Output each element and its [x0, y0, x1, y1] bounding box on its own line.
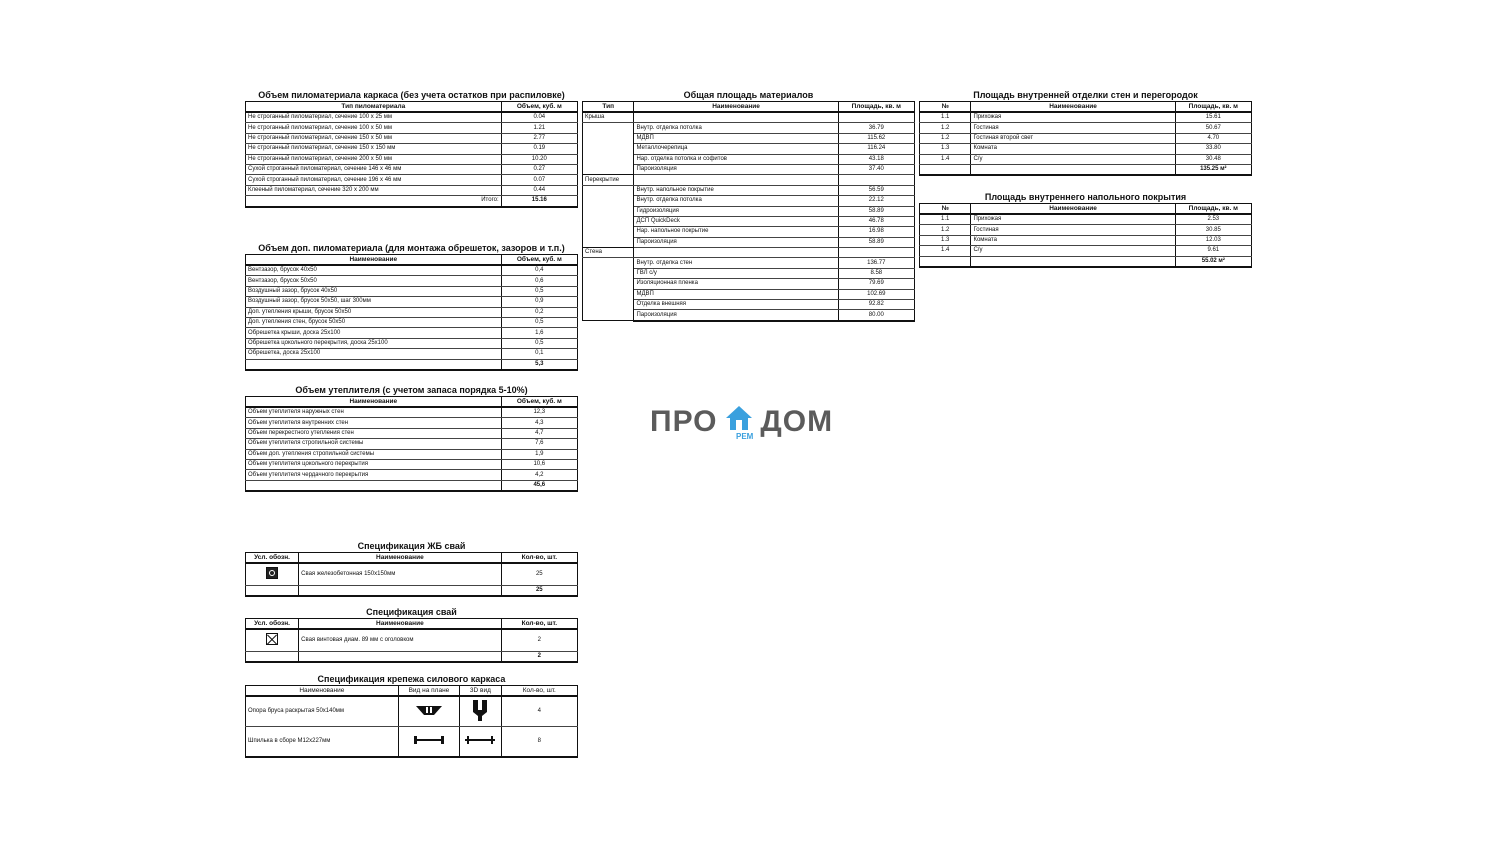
materials-area-title: Общая площадь материалов — [683, 90, 814, 100]
rc-piles-table-block — [245, 541, 578, 597]
room-number: 1.4 — [920, 246, 971, 256]
type-spacer — [583, 185, 634, 195]
column-header-quantity: Кол-во, шт. — [501, 686, 577, 697]
material-area: 8.58 — [838, 268, 914, 278]
table-row — [246, 418, 578, 428]
row-name: Обрешетка крыши, доска 25х100 — [246, 328, 502, 338]
row-volume: 0.27 — [501, 164, 577, 174]
screw-pile-symbol-cell — [246, 629, 299, 652]
material-area: 56.59 — [838, 185, 914, 195]
room-area: 9.61 — [1175, 246, 1251, 256]
total-value: 135.25 м² — [1175, 164, 1251, 175]
column-header-volume: Объем, куб. м — [501, 397, 577, 408]
type-spacer — [583, 133, 634, 143]
table-row — [246, 276, 578, 286]
room-number: 1.1 — [920, 214, 971, 225]
table-row — [583, 258, 915, 268]
material-name: МДВП — [634, 133, 838, 143]
material-type: Перекрытие — [583, 175, 634, 185]
row-name: Объем утеплителя цокольного перекрытия — [246, 459, 502, 469]
row-name: Объем утеплителя наружных стен — [246, 407, 502, 418]
floor-cover-table-block — [919, 192, 1252, 268]
table-row — [920, 154, 1252, 164]
extra-lumber-title: Объем доп. пиломатериала (для монтажа обрешеток, зазоров и т.п.) — [258, 243, 565, 253]
room-number: 1.1 — [920, 112, 971, 123]
column-header-name: Наименование — [971, 204, 1175, 215]
rc-pile-total: 25 — [501, 586, 577, 597]
row-volume: 2.77 — [501, 133, 577, 143]
empty-cell — [838, 248, 914, 258]
row-volume: 4,7 — [501, 428, 577, 438]
column-header-plan-view: Вид на плане — [398, 686, 459, 697]
screw-piles-table-block — [245, 607, 578, 663]
column-header-symbol: Усл. обозн. — [246, 553, 299, 564]
screw-pile-symbol-icon — [266, 633, 278, 645]
room-area: 2.53 — [1175, 214, 1251, 225]
table-row — [246, 133, 578, 143]
screw-pile-total: 2 — [501, 652, 577, 663]
empty-cell — [971, 164, 1175, 175]
table-row — [246, 307, 578, 317]
row-volume: 0.07 — [501, 175, 577, 185]
material-name: Внутр. отделка потолка — [634, 196, 838, 206]
table-row — [246, 112, 578, 123]
row-volume: 4,3 — [501, 418, 577, 428]
column-header-lumber-type: Тип пиломатериала — [246, 102, 502, 113]
table-row — [246, 185, 578, 195]
empty-cell — [920, 164, 971, 175]
table-row — [583, 185, 915, 195]
material-area: 92.82 — [838, 300, 914, 310]
table-row — [583, 227, 915, 237]
total-label: Итого: — [246, 196, 502, 207]
type-spacer — [583, 144, 634, 154]
room-area: 33.80 — [1175, 144, 1251, 154]
table-row — [583, 279, 915, 289]
material-type: Крыша — [583, 112, 634, 123]
floor-cover-table — [919, 203, 1252, 268]
table-row — [246, 175, 578, 185]
table-row — [920, 123, 1252, 133]
table-row — [246, 154, 578, 164]
column-header-name: Наименование — [299, 619, 502, 630]
table-row — [246, 317, 578, 327]
column-header-quantity: Кол-во, шт. — [501, 553, 577, 564]
column-header-area: Площадь, кв. м — [1175, 102, 1251, 113]
row-name: Объем утеплителя стропильной системы — [246, 439, 502, 449]
material-area: 116.24 — [838, 144, 914, 154]
row-name: Объем перекрестного утепления стен — [246, 428, 502, 438]
rc-piles-table — [245, 552, 578, 597]
fastener-name: Опора бруса раскрытая 50х140мм — [246, 696, 399, 727]
lumber-volume-table — [245, 101, 578, 208]
row-name: Объем утеплителя чердачного перекрытия — [246, 470, 502, 480]
material-area: 43.18 — [838, 154, 914, 164]
rc-pile-symbol-cell — [246, 563, 299, 586]
table-row — [246, 349, 578, 359]
column-header-area: Площадь, кв. м — [1175, 204, 1251, 215]
table-row — [583, 196, 915, 206]
extra-lumber-table — [245, 254, 578, 371]
room-number: 1.2 — [920, 225, 971, 235]
screw-pile-name: Свая винтовая диам. 89 мм с оголовком — [299, 629, 502, 652]
table-group-row — [583, 112, 915, 123]
row-volume: 0,5 — [501, 317, 577, 327]
room-name: Гостиная второй свет — [971, 133, 1175, 143]
material-name: ГВЛ с/у — [634, 268, 838, 278]
material-name: МДВП — [634, 289, 838, 299]
table-row — [246, 338, 578, 348]
room-area: 12.03 — [1175, 235, 1251, 245]
total-row — [246, 196, 578, 207]
column-header-name: Наименование — [971, 102, 1175, 113]
total-label — [246, 359, 502, 370]
row-name: Не строганный пиломатериал, сечение 100 х 50 мм — [246, 123, 502, 133]
table-row — [583, 268, 915, 278]
rc-piles-title: Спецификация ЖБ свай — [357, 541, 466, 551]
empty-cell — [971, 256, 1175, 267]
total-value: 55.02 м² — [1175, 256, 1251, 267]
column-header-number: № — [920, 204, 971, 215]
total-value: 45,6 — [501, 480, 577, 491]
room-name: Прихожая — [971, 112, 1175, 123]
room-number: 1.2 — [920, 123, 971, 133]
table-row — [583, 237, 915, 247]
table-row — [246, 696, 578, 727]
column-header-symbol: Усл. обозн. — [246, 619, 299, 630]
table-row — [246, 629, 578, 652]
insulation-title: Объем утеплителя (с учетом запаса порядка 5-10%) — [295, 385, 528, 395]
row-name: Воздушный зазор, брусок 50х50, шаг 300мм — [246, 297, 502, 307]
extra-lumber-table-block — [245, 243, 578, 371]
row-volume: 0,5 — [501, 338, 577, 348]
table-row — [583, 123, 915, 133]
table-row — [246, 265, 578, 276]
column-header-area: Площадь, кв. м — [838, 102, 914, 113]
empty-cell — [838, 175, 914, 185]
row-volume: 0,2 — [501, 307, 577, 317]
table-row — [920, 235, 1252, 245]
room-area: 4.70 — [1175, 133, 1251, 143]
room-name: Гостиная — [971, 225, 1175, 235]
wall-finish-title: Площадь внутренней отделки стен и перегородок — [973, 90, 1198, 100]
total-row — [246, 480, 578, 491]
table-row — [583, 289, 915, 299]
row-name: Вентзазор, брусок 50х50 — [246, 276, 502, 286]
empty-cell — [634, 175, 838, 185]
row-volume: 0,6 — [501, 276, 577, 286]
table-row — [583, 216, 915, 226]
stud-plan-icon — [398, 727, 459, 758]
wall-finish-table-block — [919, 90, 1252, 176]
table-row — [246, 727, 578, 758]
material-area: 136.77 — [838, 258, 914, 268]
column-header-name: Наименование — [299, 553, 502, 564]
type-spacer — [583, 237, 634, 247]
table-row — [246, 297, 578, 307]
room-name: С/у — [971, 154, 1175, 164]
row-name: Не строганный пиломатериал, сечение 100 х 25 мм — [246, 112, 502, 123]
total-row — [246, 359, 578, 370]
bracket-3d-icon — [460, 696, 502, 727]
fasteners-title: Спецификация крепежа силового каркаса — [317, 674, 506, 684]
room-name: Комната — [971, 235, 1175, 245]
material-area: 36.79 — [838, 123, 914, 133]
row-name: Не строганный пиломатериал, сечение 150 х 150 мм — [246, 144, 502, 154]
logo-text-left: ПРО — [650, 405, 718, 438]
screw-pile-quantity: 2 — [501, 629, 577, 652]
fastener-name: Шпилька в сборе М12х227мм — [246, 727, 399, 758]
row-volume: 1,6 — [501, 328, 577, 338]
material-area: 16.98 — [838, 227, 914, 237]
table-row — [583, 144, 915, 154]
row-volume: 4,2 — [501, 470, 577, 480]
table-row — [246, 328, 578, 338]
row-volume: 0.04 — [501, 112, 577, 123]
floor-cover-title: Площадь внутреннего напольного покрытия — [984, 192, 1187, 202]
total-label — [246, 480, 502, 491]
material-name: Пароизоляция — [634, 164, 838, 174]
room-number: 1.3 — [920, 235, 971, 245]
rc-pile-quantity: 25 — [501, 563, 577, 586]
column-header-type: Тип — [583, 102, 634, 113]
material-area: 102.69 — [838, 289, 914, 299]
material-area: 58.89 — [838, 237, 914, 247]
logo-subtext: РЕМ — [736, 432, 754, 441]
wall-finish-table — [919, 101, 1252, 176]
rc-pile-symbol-icon — [266, 567, 278, 579]
table-row — [920, 214, 1252, 225]
type-spacer — [583, 206, 634, 216]
row-volume: 1,9 — [501, 449, 577, 459]
row-volume: 0.19 — [501, 144, 577, 154]
total-row — [920, 164, 1252, 175]
table-row — [246, 563, 578, 586]
material-name: Внутр. напольное покрытие — [634, 185, 838, 195]
material-name: Внутр. отделка потолка — [634, 123, 838, 133]
table-group-row — [583, 248, 915, 258]
type-spacer — [583, 300, 634, 310]
column-header-volume: Объем, куб. м — [501, 102, 577, 113]
table-row — [583, 154, 915, 164]
lumber-volume-title: Объем пиломатериала каркаса (без учета остатков при распиловке) — [258, 90, 565, 100]
row-volume: 1.21 — [501, 123, 577, 133]
row-volume: 10,6 — [501, 459, 577, 469]
table-row — [246, 439, 578, 449]
room-name: Прихожая — [971, 214, 1175, 225]
screw-piles-title: Спецификация свай — [366, 607, 457, 617]
row-name: Не строганный пиломатериал, сечение 150 х 50 мм — [246, 133, 502, 143]
screw-piles-table — [245, 618, 578, 663]
material-name: ДСП QuickDeck — [634, 216, 838, 226]
table-row — [583, 300, 915, 310]
table-row — [246, 123, 578, 133]
room-name: С/у — [971, 246, 1175, 256]
column-header-name: Наименование — [246, 686, 399, 697]
material-name: Нар. отделка потолка и софитов — [634, 154, 838, 164]
table-group-row — [583, 175, 915, 185]
bracket-plan-icon — [398, 696, 459, 727]
table-row — [246, 407, 578, 418]
rc-pile-name: Свая железобетонная 150х150мм — [299, 563, 502, 586]
column-header-name: Наименование — [246, 397, 502, 408]
row-volume: 12,3 — [501, 407, 577, 418]
total-value: 15.16 — [501, 196, 577, 207]
column-header-volume: Объем, куб. м — [501, 255, 577, 266]
material-name: Металлочерепица — [634, 144, 838, 154]
empty-cell — [920, 256, 971, 267]
empty-cell — [634, 248, 838, 258]
row-volume: 0,9 — [501, 297, 577, 307]
material-name: Отделка внешняя — [634, 300, 838, 310]
table-row — [583, 206, 915, 216]
type-spacer — [583, 268, 634, 278]
materials-area-table-block — [582, 90, 915, 322]
insulation-table-block — [245, 385, 578, 492]
room-number: 1.3 — [920, 144, 971, 154]
row-name: Сухой строганный пиломатериал, сечение 196 х 46 мм — [246, 175, 502, 185]
room-name: Гостиная — [971, 123, 1175, 133]
type-spacer — [583, 216, 634, 226]
room-number: 1.2 — [920, 133, 971, 143]
table-row — [246, 459, 578, 469]
type-spacer — [583, 196, 634, 206]
row-name: Обрешетка цокольного перекрытия, доска 25х100 — [246, 338, 502, 348]
room-area: 15.61 — [1175, 112, 1251, 123]
type-spacer — [583, 227, 634, 237]
material-name: Изоляционная пленка — [634, 279, 838, 289]
table-row — [920, 225, 1252, 235]
type-spacer — [583, 164, 634, 174]
material-name: Внутр. отделка стен — [634, 258, 838, 268]
type-spacer — [583, 123, 634, 133]
type-spacer — [583, 310, 634, 321]
column-header-name: Наименование — [634, 102, 838, 113]
total-value: 5,3 — [501, 359, 577, 370]
row-volume: 0.44 — [501, 185, 577, 195]
row-name: Клееный пиломатериал, сечение 320 х 200 мм — [246, 185, 502, 195]
row-name: Обрешетка, доска 25х100 — [246, 349, 502, 359]
fasteners-table — [245, 685, 578, 758]
row-name: Сухой строганный пиломатериал, сечение 146 х 46 мм — [246, 164, 502, 174]
table-row — [246, 470, 578, 480]
type-spacer — [583, 258, 634, 268]
material-area: 37.40 — [838, 164, 914, 174]
row-name: Воздушный зазор, брусок 40х50 — [246, 286, 502, 296]
row-name: Вентзазор, брусок 40х50 — [246, 265, 502, 276]
row-volume: 0,1 — [501, 349, 577, 359]
table-row — [246, 428, 578, 438]
table-row — [583, 164, 915, 174]
material-area: 80.00 — [838, 310, 914, 321]
row-volume: 7,6 — [501, 439, 577, 449]
material-name: Нар. напольное покрытие — [634, 227, 838, 237]
row-name: Объем доп. утепления стропильной системы — [246, 449, 502, 459]
material-type: Стена — [583, 248, 634, 258]
room-name: Комната — [971, 144, 1175, 154]
room-area: 30.85 — [1175, 225, 1251, 235]
type-spacer — [583, 154, 634, 164]
row-name: Доп. утепления крыши, брусок 50х50 — [246, 307, 502, 317]
row-name: Объем утеплителя внутренних стен — [246, 418, 502, 428]
table-row — [246, 144, 578, 154]
total-row — [246, 586, 578, 597]
row-volume: 10.20 — [501, 154, 577, 164]
type-spacer — [583, 289, 634, 299]
table-row — [246, 164, 578, 174]
logo-text-right: ДОМ — [760, 405, 834, 438]
type-spacer — [583, 279, 634, 289]
fastener-quantity: 4 — [501, 696, 577, 727]
materials-area-table — [582, 101, 915, 322]
row-volume: 0,5 — [501, 286, 577, 296]
table-row — [920, 144, 1252, 154]
column-header-number: № — [920, 102, 971, 113]
material-name: Пароизоляция — [634, 310, 838, 321]
total-row — [246, 652, 578, 663]
material-area: 115.62 — [838, 133, 914, 143]
table-row — [583, 133, 915, 143]
table-row — [246, 449, 578, 459]
table-row — [920, 246, 1252, 256]
room-area: 50.67 — [1175, 123, 1251, 133]
row-name: Доп. утепления стен, брусок 50х50 — [246, 317, 502, 327]
empty-cell — [838, 112, 914, 123]
empty-cell — [634, 112, 838, 123]
row-name: Не строганный пиломатериал, сечение 200 х 50 мм — [246, 154, 502, 164]
column-header-name: Наименование — [246, 255, 502, 266]
total-row — [920, 256, 1252, 267]
fastener-quantity: 8 — [501, 727, 577, 758]
lumber-volume-table-block — [245, 90, 578, 208]
fasteners-table-block — [245, 674, 578, 758]
material-name: Пароизоляция — [634, 237, 838, 247]
column-header-3d-view: 3D вид — [460, 686, 502, 697]
table-row — [920, 133, 1252, 143]
material-area: 58.89 — [838, 206, 914, 216]
row-volume: 0,4 — [501, 265, 577, 276]
stud-3d-icon — [460, 727, 502, 758]
material-name: Гидроизоляция — [634, 206, 838, 216]
material-area: 22.12 — [838, 196, 914, 206]
table-row — [246, 286, 578, 296]
pro-dom-logo — [650, 402, 833, 442]
table-row — [920, 112, 1252, 123]
room-number: 1.4 — [920, 154, 971, 164]
insulation-table — [245, 396, 578, 492]
material-area: 46.78 — [838, 216, 914, 226]
material-area: 79.69 — [838, 279, 914, 289]
room-area: 30.48 — [1175, 154, 1251, 164]
table-row — [583, 310, 915, 321]
column-header-quantity: Кол-во, шт. — [501, 619, 577, 630]
